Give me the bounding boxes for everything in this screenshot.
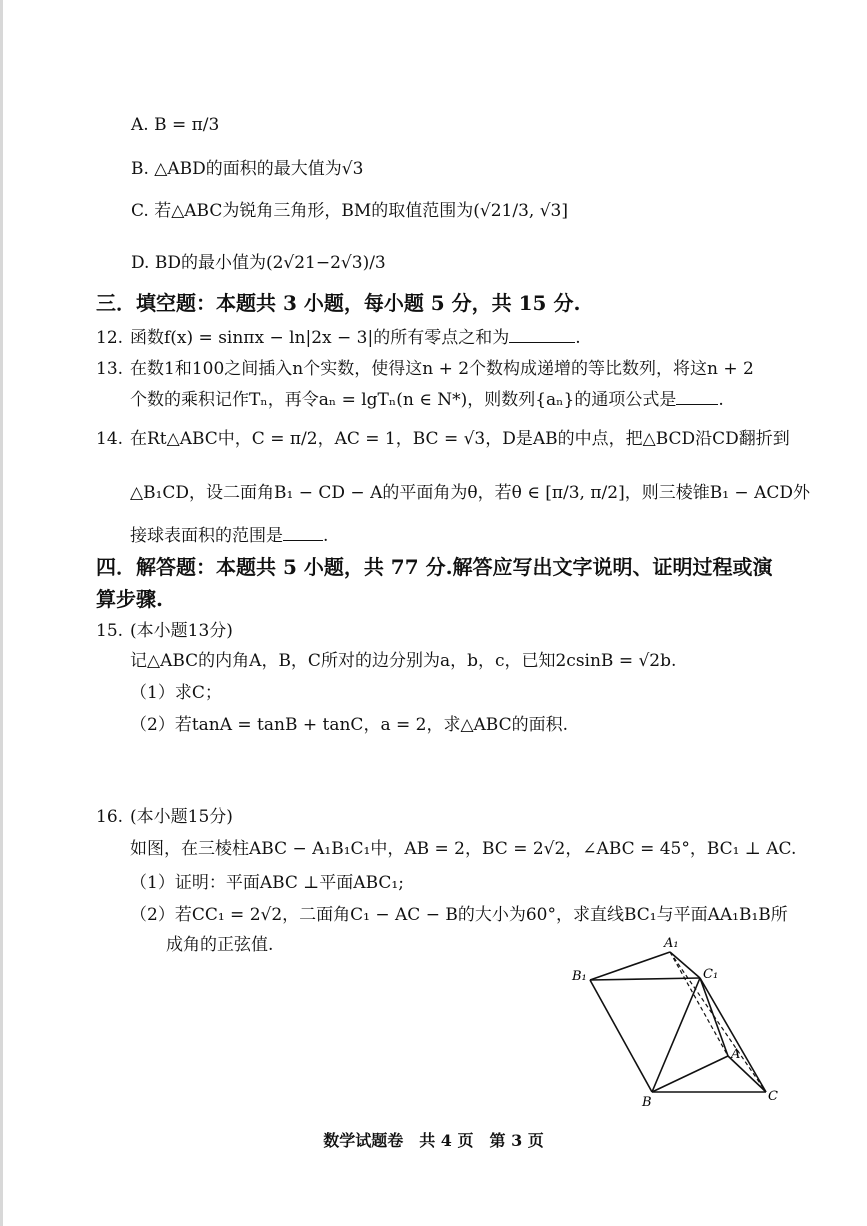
edge-b1-c1 [590, 978, 700, 980]
q16-number: 16. [96, 807, 124, 827]
label-a: A [731, 1047, 741, 1062]
edge-b1-b [590, 980, 652, 1092]
page-footer: 数学试题卷 共 4 页 第 3 页 [323, 1131, 544, 1150]
q11-option-b: B. △ABD的面积的最大值为√3 [131, 159, 364, 179]
q14-line2: △B₁CD，设二面角B₁ − CD − A的平面角为θ，若θ ∈ [π/3, π/2]，则三棱锥B₁ − ACD外 [130, 483, 810, 503]
section4-heading-line1: 四．解答题：本题共 5 小题，共 77 分.解答应写出文字说明、证明过程或演 [96, 555, 773, 579]
q16-header [96, 806, 233, 828]
q16-part1: （1）证明：平面ABC ⊥平面ABC₁; [130, 873, 404, 893]
section3-heading: 三．填空题：本题共 3 小题，每小题 5 分，共 15 分. [96, 291, 581, 315]
edge-c1-b [652, 978, 700, 1092]
edge-b1-a1 [590, 952, 670, 980]
q14-end: . [323, 526, 329, 546]
q12 [96, 326, 581, 349]
q13-number: 13. [96, 359, 124, 379]
edge-a1-a [670, 952, 728, 1056]
q11-option-d: D. BD的最小值为(2√21−2√3)/3 [131, 253, 386, 273]
q13-line1 [96, 358, 754, 380]
q14-text-1: 在Rt△ABC中，C = π/2，AC = 1，BC = √3，D是AB的中点，把△BCD沿CD翻折到 [130, 429, 790, 449]
q13-text-2: 个数的乘积记作Tₙ，再令aₙ = lgTₙ(n ∈ N*)，则数列{aₙ}的通项公式是 [130, 390, 677, 410]
q12-text: 函数f(x) = sinπx − ln|2x − 3|的所有零点之和为 [130, 328, 510, 348]
q13-end: . [718, 390, 724, 410]
q15-header [96, 620, 233, 642]
q15-number: 15. [96, 621, 124, 641]
q11-option-a: A. B = π/3 [131, 115, 220, 135]
q14-line3 [130, 524, 328, 547]
q16-stem: 如图，在三棱柱ABC − A₁B₁C₁中，AB = 2，BC = 2√2，∠ABC = 45°，BC₁ ⊥ AC. [130, 839, 797, 859]
label-a1: A₁ [664, 936, 679, 951]
section4-heading-line2: 算步骤. [96, 587, 163, 611]
q12-number: 12. [96, 328, 124, 348]
q13-text-1: 在数1和100之间插入n个实数，使得这n + 2个数构成递增的等比数列，将这n + 2 [130, 359, 754, 379]
q11-option-c: C. 若△ABC为锐角三角形，BM的取值范围为(√21/3, √3] [131, 201, 569, 221]
q13-answer-blank[interactable] [676, 388, 718, 405]
q14-number: 14. [96, 429, 124, 449]
q12-end: . [575, 328, 581, 348]
edge-a1-c1 [670, 952, 700, 978]
label-b: B [642, 1095, 652, 1110]
q13-line2 [130, 388, 724, 411]
q14-text-3: 接球表面积的范围是 [130, 526, 283, 546]
q14-line1 [96, 428, 790, 450]
label-c1: C₁ [703, 967, 719, 982]
q15-part2: （2）若tanA = tanB + tanC，a = 2，求△ABC的面积. [130, 715, 569, 735]
q16-part2-line2: 成角的正弦值. [166, 935, 274, 955]
q12-answer-blank[interactable] [509, 326, 575, 343]
q15-stem: 记△ABC的内角A，B，C所对的边分别为a，b，c，已知2csinB = √2b. [130, 651, 677, 671]
edge-b-a [652, 1056, 728, 1092]
label-b1: B₁ [572, 969, 587, 984]
prism-figure [560, 934, 790, 1110]
edge-c1-c [700, 978, 766, 1092]
q16-points: (本小题15分) [130, 807, 233, 827]
q14-answer-blank[interactable] [283, 524, 323, 541]
q15-part1: （1）求C； [130, 683, 222, 703]
q15-points: (本小题13分) [130, 621, 233, 641]
label-c: C [768, 1089, 778, 1104]
q16-part2-line1: （2）若CC₁ = 2√2，二面角C₁ − AC − B的大小为60°，求直线BC₁与平面AA₁B₁B所 [130, 905, 788, 925]
page-edge [0, 0, 3, 1226]
